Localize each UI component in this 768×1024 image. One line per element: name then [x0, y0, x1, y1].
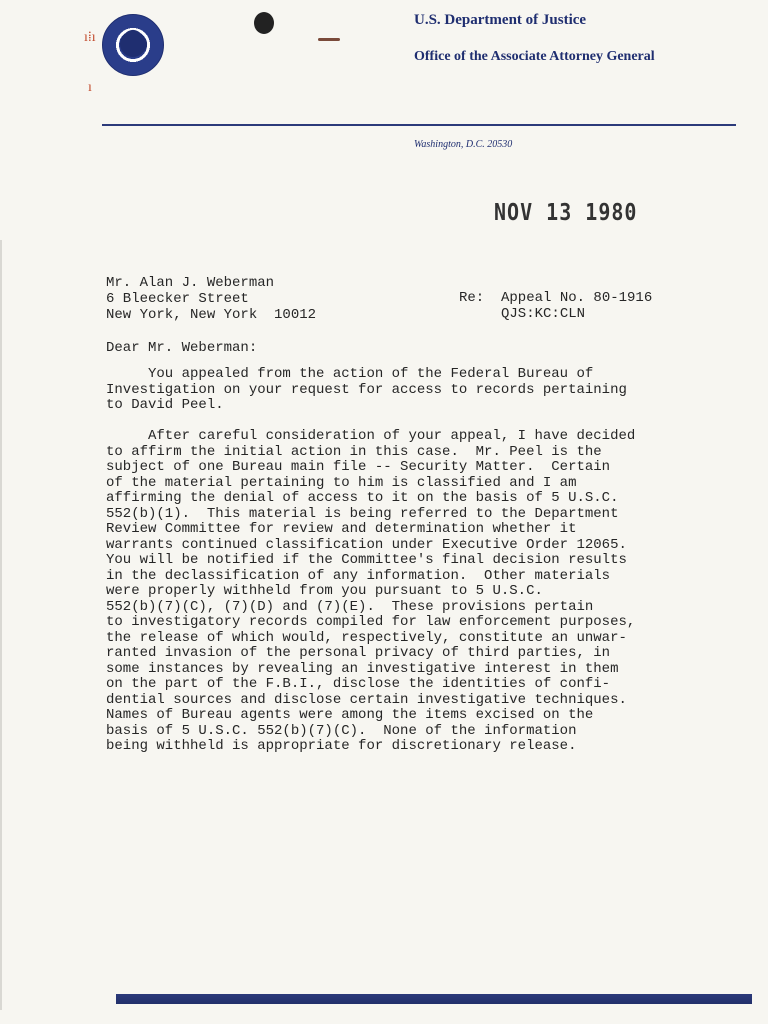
date-stamp: NOV 13 1980	[494, 198, 638, 226]
department-name: U.S. Department of Justice	[414, 12, 587, 28]
recipient-address	[106, 275, 316, 323]
office-name: Office of the Associate Attorney General	[414, 49, 655, 64]
doj-seal-icon	[102, 14, 164, 76]
office-address: Washington, D.C. 20530	[414, 139, 513, 150]
reference-block	[459, 290, 652, 322]
ink-smudge-icon	[318, 38, 340, 41]
recipient-name: Mr. Alan J. Weberman	[106, 275, 275, 291]
bottom-edge-rule	[116, 994, 752, 1004]
salutation: Dear Mr. Weberman:	[106, 340, 258, 356]
recipient-city: New York, New York 10012	[106, 307, 317, 323]
reference-initials: QJS:KC:CLN	[459, 306, 586, 322]
page-edge-shadow	[0, 240, 2, 1010]
letterhead-rule	[102, 124, 736, 126]
margin-mark-icon: ı	[88, 80, 92, 95]
eagle-icon	[115, 26, 152, 63]
body-paragraph: You appealed from the action of the Federal Bureau of Investigation on your request for access to records pertaining to David Peel.	[106, 366, 627, 413]
ink-smudge-icon	[254, 12, 274, 34]
recipient-street: 6 Bleecker Street	[106, 291, 249, 307]
margin-mark-icon: ı⁞ı	[84, 30, 96, 45]
body-paragraph: After careful consideration of your appeal, I have decided to affirm the initial action in this case. Mr. Peel is the subject of one Bureau main file -- Security Matter. Certain of the material pertaining to him is classified and I am affirming the denial of access to it on the basis of 5 U.S.C. 552(b)(1). This material is being referred to the Department Review Committee for review and determination whether it warrants continued classification under Executive Order 12065. You will be notified if the Committee's final decision results in the declassification of any information. Other materials were properly withheld from you pursuant to 5 U.S.C. 552(b)(7)(C), (7)(D) and (7)(E). These provisions pertain to investigatory records compiled for law enforcement purposes, the release of which would, respectively, constitute an unwar- ranted invasion of the personal privacy of third parties, in some instances by revealing an investigative interest in them on the part of the F.B.I., disclose the identities of confi- dential sources and disclose certain investigative techniques. Names of Bureau agents were among the items excised on the basis of 5 U.S.C. 552(b)(7)(C). None of the information being withheld is appropriate for discretionary release.	[106, 428, 636, 754]
appeal-number: Re: Appeal No. 80-1916	[459, 290, 653, 306]
